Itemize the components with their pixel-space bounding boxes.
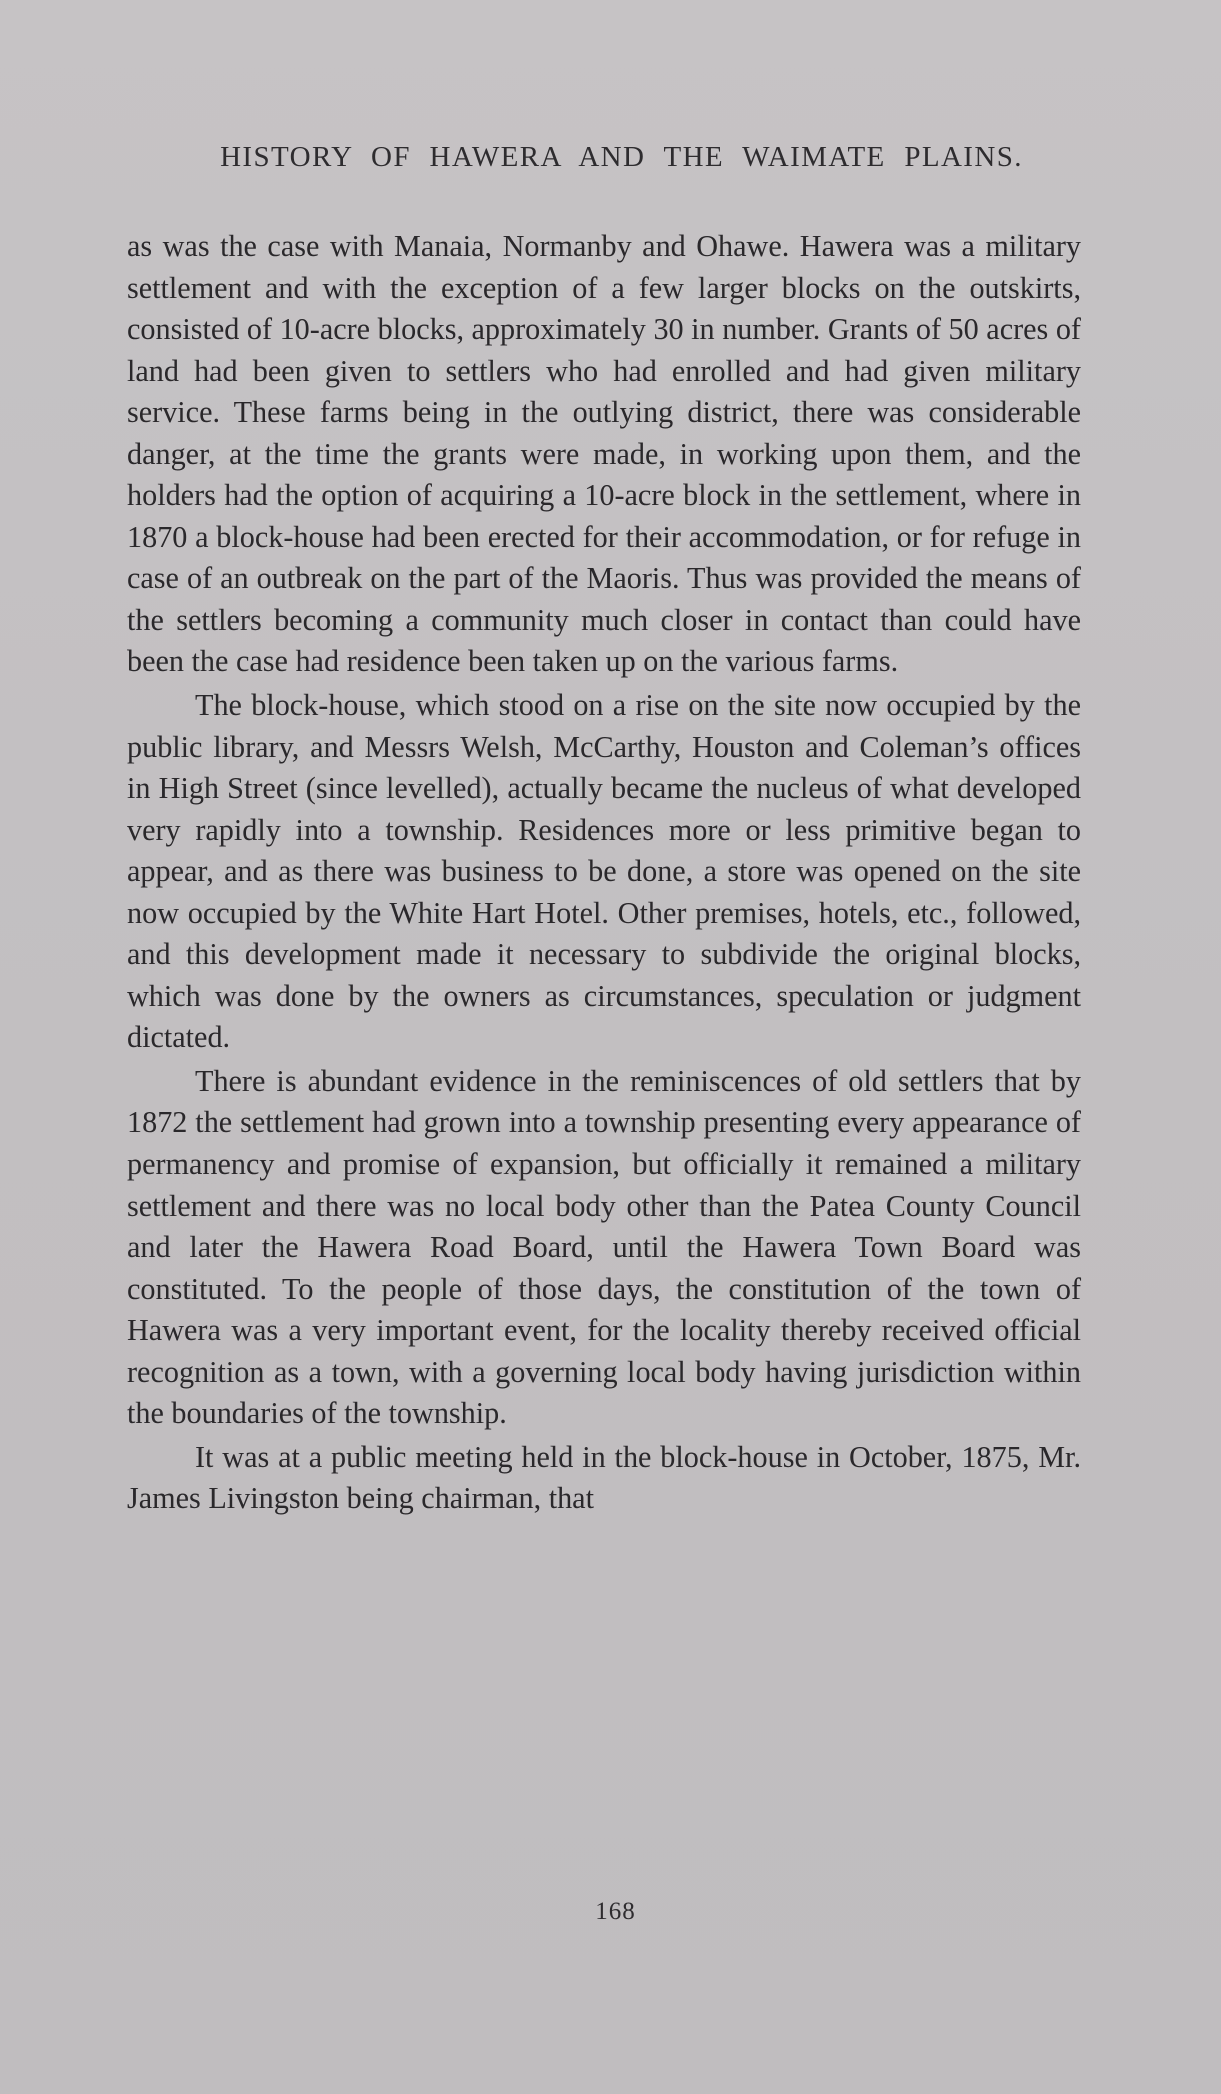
body-text [127, 226, 1081, 1520]
paragraph-continued: as was the case with Manaia, Normanby and Ohawe. Hawera was a military settlement and with the exception of a few larger blocks on the outskirts, consisted of 10-acre blocks, approximately 30 in number. Grants of 50 acres of land had been given to settlers who had enrolled and had given military service. These farms being in the outlying district, there was considerable danger, at the time the grants were made, in working upon them, and the holders had the option of acquiring a 10-acre block in the settlement, where in 1870 a block-house had been erected for their accommodation, or for refuge in case of an outbreak on the part of the Maoris. Thus was provided the means of the settlers becoming a community much closer in contact than could have been the case had residence been taken up on the various farms. [127, 229, 1081, 679]
paragraph-township: There is abundant evidence in the reminiscences of old settlers that by 1872 the settlement had grown into a township presenting every appearance of permanency and promise of expansion, but officially it remained a military settlement and there was no local body other than the Patea County Council and later the Hawera Road Board, until the Hawera Town Board was constituted. To the people of those days, the constitution of the town of Hawera was a very important event, for the locality thereby received official recognition as a town, with a governing local body having jurisdiction within the boundaries of the township. [127, 1063, 1081, 1431]
paragraph-public-meeting: It was at a public meeting held in the block-house in October, 1875, Mr. James Livingston being chairman, that [127, 1439, 1081, 1516]
page-number: 168 [595, 1898, 636, 1925]
paragraph-block-house: The block-house, which stood on a rise on the site now occupied by the public library, and Messrs Welsh, McCarthy, Houston and Coleman’s offices in High Street (since levelled), actually became the nucleus of what developed very rapidly into a township. Residences more or less primitive began to appear, and as there was business to be done, a store was opened on the site now occupied by the White Hart Hotel. Other premises, hotels, etc., followed, and this development made it necessary to subdivide the original blocks, which was done by the owners as circumstances, speculation or judgment dictated. [127, 688, 1081, 1055]
running-head: HISTORY OF HAWERA AND THE WAIMATE PLAINS. [220, 141, 1023, 173]
